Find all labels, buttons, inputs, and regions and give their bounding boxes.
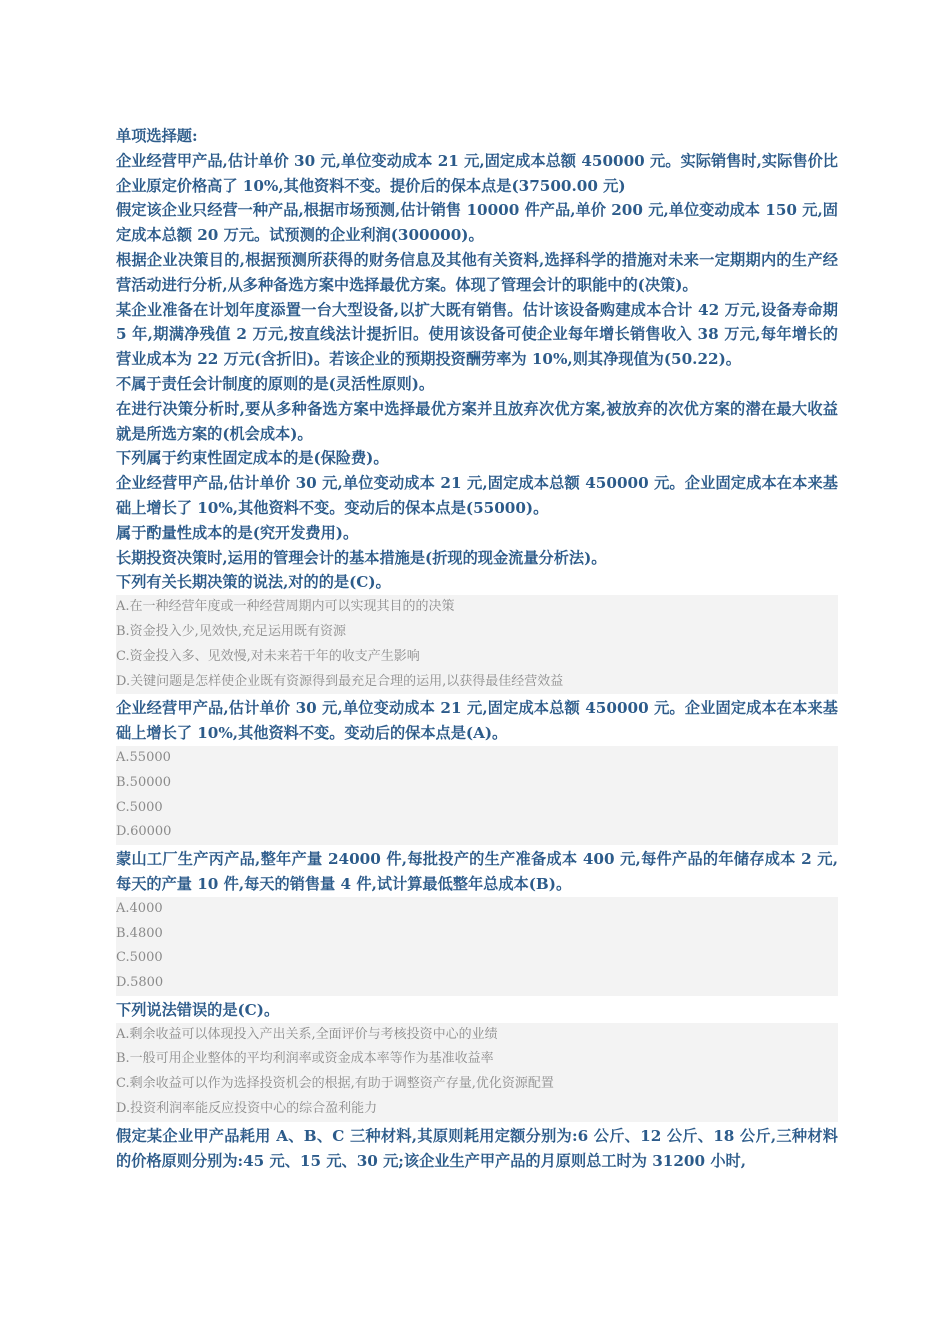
question-text: 某企业准备在计划年度添置一台大型设备,以扩大既有销售。估计该设备购建成本合计 42 万元,设备寿命期 5 年,期满净残值 2 万元,按直线法计提折旧。使用该设备可使企业每年增长销售收入 38 万元,每年增长的营业成本为 22 万元(含折旧)。若该企业的预期投资酬劳率为 10%,则其净现值为(50.22)。 xyxy=(116,300,838,369)
question-text: 假定该企业只经营一种产品,根据市场预测,估计销售 10000 件产品,单价 200 元,单位变动成本 150 元,固定成本总额 20 万元。试预测的企业利润(300000)。 xyxy=(116,201,838,245)
option-item: C.剩余收益可以作为选择投资机会的根据,有助于调整资产存量,优化资源配置 xyxy=(116,1076,554,1092)
question-text: 企业经营甲产品,估计单价 30 元,单位变动成本 21 元,固定成本总额 450000 元。企业固定成本在本来基础上增长了 10%,其他资料不变。变动后的保本点是(55000)。 xyxy=(116,474,838,517)
question-text: 企业经营甲产品,估计单价 30 元,单位变动成本 21 元,固定成本总额 450000 元。实际销售时,实际售价比企业原定价格高了 10%,其他资料不变。提价后的保本点是(37500.00 元) xyxy=(116,151,838,195)
question-text: 下列属于约束性固定成本的是(保险费)。 xyxy=(116,449,389,468)
option-item: B.50000 xyxy=(116,774,172,790)
option-item: B.4800 xyxy=(116,925,163,941)
question-text: 下列说法错误的是(C)。 xyxy=(116,1000,280,1019)
question-text: 属于酌量性成本的是(究开发费用)。 xyxy=(116,523,359,542)
document-content xyxy=(116,124,838,1173)
option-item: B.资金投入少,见效快,充足运用既有资源 xyxy=(116,623,346,639)
option-item: A.55000 xyxy=(116,749,171,765)
option-item: B.一般可用企业整体的平均利润率或资金成本率等作为基准收益率 xyxy=(116,1051,494,1067)
option-item: C.资金投入多、见效慢,对未来若干年的收支产生影响 xyxy=(116,648,420,664)
option-item: A.在一种经营年度或一种经营周期内可以实现其目的的决策 xyxy=(116,599,455,615)
option-item: D.关键问题是怎样使企业既有资源得到最充足合理的运用,以获得最佳经营效益 xyxy=(116,673,564,689)
question-text: 下列有关长期决策的说法,对的的是(C)。 xyxy=(116,573,391,592)
option-item: A.4000 xyxy=(116,900,163,916)
section-heading: 单项选择题: xyxy=(116,127,198,145)
options-list xyxy=(116,746,838,845)
question-text: 企业经营甲产品,估计单价 30 元,单位变动成本 21 元,固定成本总额 450000 元。企业固定成本在本来基础上增长了 10%,其他资料不变。变动后的保本点是(A)。 xyxy=(116,699,838,743)
question-text: 假定某企业甲产品耗用 A、B、C 三种材料,其原则耗用定额分别为:6 公斤、12 公斤、18 公斤,三种材料的价格原则分别为:45 元、15 元、30 元;该企业生产甲产品的月原则总工时为 31200 小时, xyxy=(116,1126,838,1170)
question-text: 不属于责任会计制度的原则的是(灵活性原则)。 xyxy=(116,374,435,393)
options-list xyxy=(116,1023,838,1122)
question-text: 蒙山工厂生产丙产品,整年产量 24000 件,每批投产的生产准备成本 400 元,每件产品的年储存成本 2 元,每天的产量 10 件,每天的销售量 4 件,试计算最低整年总成本(B)。 xyxy=(116,850,838,893)
option-item: C.5000 xyxy=(116,799,163,815)
option-item: D.60000 xyxy=(116,824,172,840)
question-text: 长期投资决策时,运用的管理会计的基本措施是(折现的现金流量分析法)。 xyxy=(116,548,607,567)
question-text: 在进行决策分析时,要从多种备选方案中选择最优方案并且放弃次优方案,被放弃的次优方案的潜在最大收益就是所选方案的(机会成本)。 xyxy=(116,399,838,443)
option-item: D.5800 xyxy=(116,975,164,991)
option-item: C.5000 xyxy=(116,950,163,966)
option-item: D.投资利润率能反应投资中心的综合盈利能力 xyxy=(116,1101,378,1117)
option-item: A.剩余收益可以体现投入产出关系,全面评价与考核投资中心的业绩 xyxy=(116,1026,498,1042)
options-list xyxy=(116,897,838,996)
question-text: 根据企业决策目的,根据预测所获得的财务信息及其他有关资料,选择科学的措施对未来一定期期内的生产经营活动进行分析,从多种备选方案中选择最优方案。体现了管理会计的职能中的(决策)。 xyxy=(116,250,838,294)
options-list xyxy=(116,595,838,694)
